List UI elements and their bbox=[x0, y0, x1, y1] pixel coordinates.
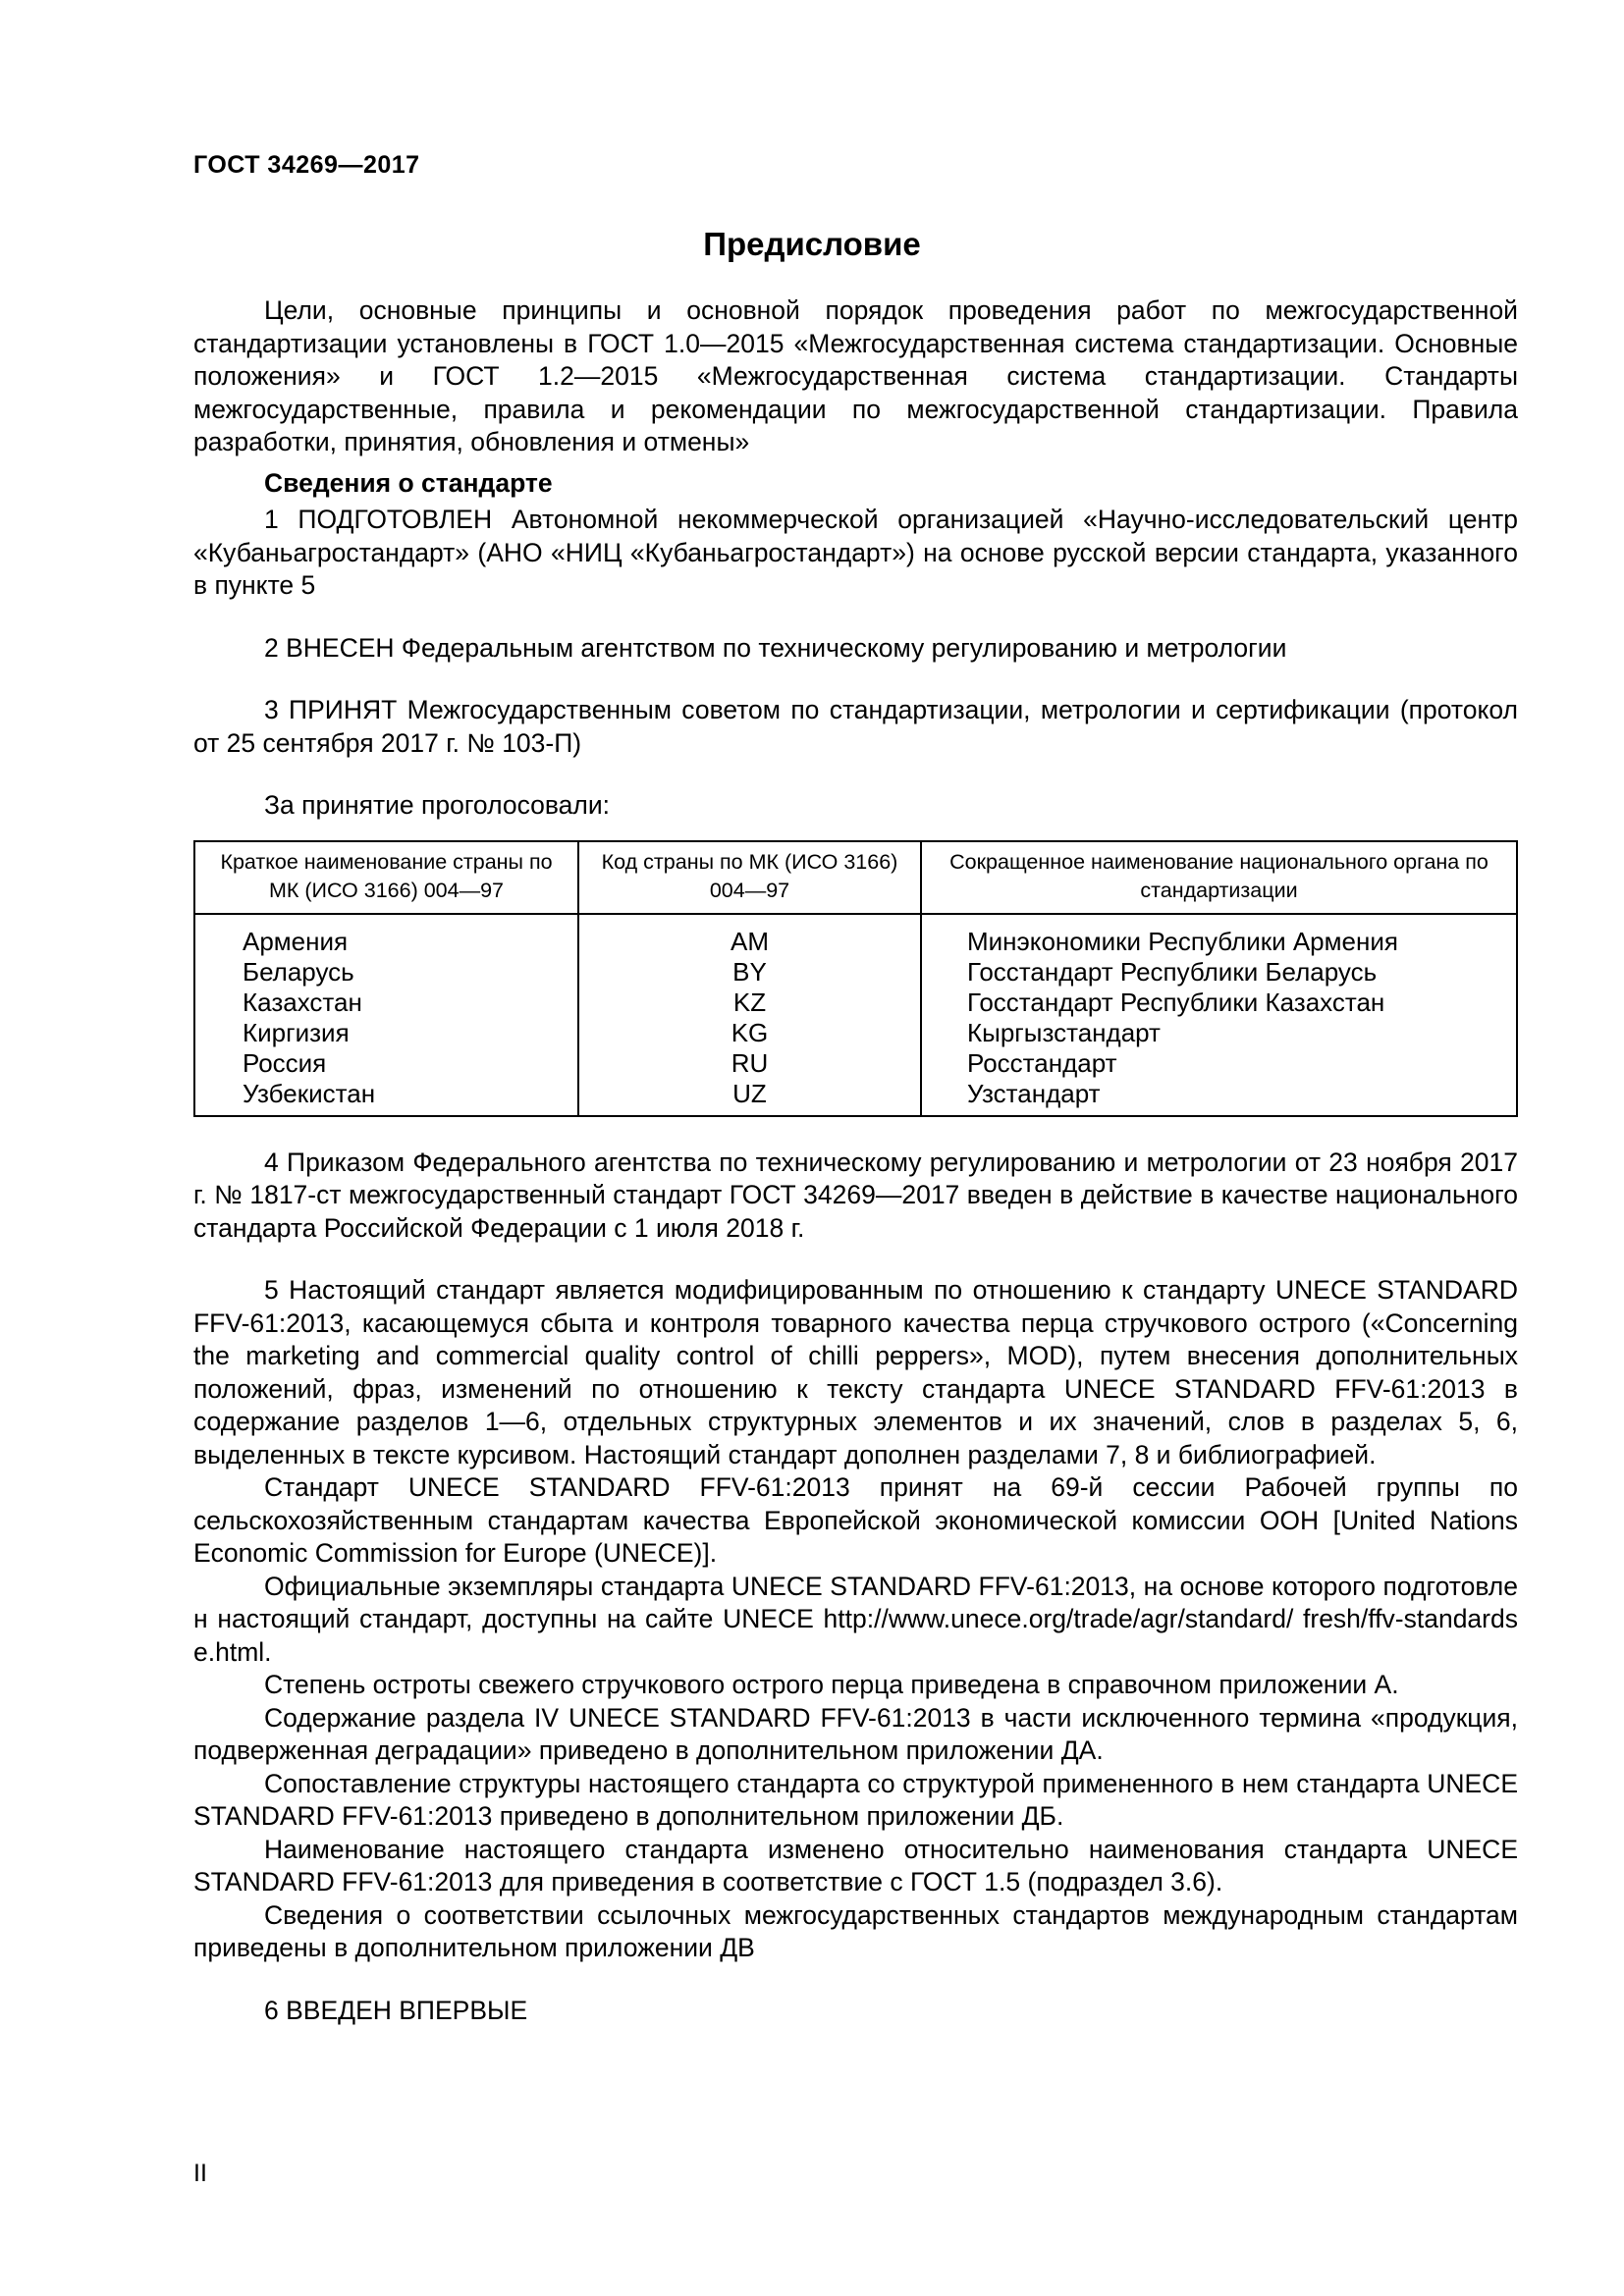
col-header-code: Код страны по МК (ИСО 3166) 004—97 bbox=[578, 841, 921, 914]
agency-cell: Госстандарт Республики Казахстан bbox=[921, 988, 1517, 1018]
item-5-adoption: Стандарт UNECE STANDARD FFV-61:2013 принят на 69-й сессии Рабочей группы по сельскохозяйственным стандартам качества Европейской экономической комиссии ООН [United Nations Economic Commission for Europe (UNECE)]. bbox=[193, 1472, 1518, 1568]
item-5-official-copies: Официальные экземпляры стандарта UNECE STANDARD FFV-61:2013, на основе которого подготовлен настоящий стандарт, доступны на сайте UNECE http://www.unece.org/trade/agr/standard/ fresh/ffv-standardse.html. bbox=[193, 1571, 1518, 1667]
agency-cell: Росстандарт bbox=[921, 1048, 1517, 1079]
standard-code-header: ГОСТ 34269—2017 bbox=[193, 151, 420, 179]
table-row bbox=[194, 914, 1517, 957]
col-header-country: Краткое наименование страны по МК (ИСО 3166) 004—97 bbox=[194, 841, 578, 914]
voted-label: За принятие проголосовали: bbox=[264, 790, 611, 820]
table-row bbox=[194, 957, 1517, 988]
code-cell: UZ bbox=[578, 1079, 921, 1116]
agency-cell: Минэкономики Республики Армения bbox=[921, 914, 1517, 957]
page-number: II bbox=[193, 2160, 207, 2187]
code-cell: KZ bbox=[578, 988, 921, 1018]
code-cell: AM bbox=[578, 914, 921, 957]
item-5-section-iv: Содержание раздела IV UNECE STANDARD FFV-61:2013 в части исключенного термина «продукция, подверженная деградации» приведено в дополнительном приложении ДА. bbox=[193, 1702, 1518, 1765]
info-heading: Сведения о стандарте bbox=[264, 467, 553, 498]
agency-cell: Кыргызстандарт bbox=[921, 1018, 1517, 1048]
table-header-row bbox=[194, 841, 1517, 914]
country-cell: Казахстан bbox=[194, 988, 578, 1018]
document-body bbox=[193, 294, 1518, 2027]
country-cell: Россия bbox=[194, 1048, 578, 1079]
item-3: 3 ПРИНЯТ Межгосударственным советом по стандартизации, метрологии и сертификации (протокол от 25 сентября 2017 г. № 103-П) bbox=[193, 695, 1518, 758]
code-cell: BY bbox=[578, 957, 921, 988]
table-row bbox=[194, 1048, 1517, 1079]
country-cell: Узбекистан bbox=[194, 1079, 578, 1116]
agency-cell: Госстандарт Республики Беларусь bbox=[921, 957, 1517, 988]
intro-paragraph: Цели, основные принципы и основной порядок проведения работ по межгосударственной стандартизации установлены в ГОСТ 1.0—2015 «Межгосударственная система стандартизации. Основные положения» и ГОСТ 1.2—2015 «Межгосударственная система стандартизации. Стандарты межгосударственные, правила и рекомендации по межгосударственной стандартизации. Правила разработки, принятия, обновления и отмены» bbox=[193, 295, 1518, 456]
item-5-title-change: Наименование настоящего стандарта изменено относительно наименования стандарта UNECE STANDARD FFV-61:2013 для приведения в соответствие с ГОСТ 1.5 (подраздел 3.6). bbox=[193, 1834, 1518, 1896]
item-2: 2 ВНЕСЕН Федеральным агентством по техническому регулированию и метрологии bbox=[264, 632, 1287, 663]
col-header-agency: Сокращенное наименование национального органа по стандартизации bbox=[921, 841, 1517, 914]
item-6: 6 ВВЕДЕН ВПЕРВЫЕ bbox=[264, 1995, 528, 2025]
table-row bbox=[194, 988, 1517, 1018]
voting-table bbox=[193, 840, 1518, 1117]
item-5: 5 Настоящий стандарт является модифицированным по отношению к стандарту UNECE STANDARD FFV-61:2013, касающемуся сбыта и контроля товарного качества перца стручкового острого («Concerning the marketing and commercial quality control of chilli peppers», MOD), путем внесения дополнительных положений, фраз, изменений по отношению к тексту стандарта UNECE STANDARD FFV-61:2013 в содержание разделов 1—6, отдельных структурных элементов и их значений, слов в разделах 5, 6, выделенных в тексте курсивом. Настоящий стандарт дополнен разделами 7, 8 и библиографией. bbox=[193, 1275, 1518, 1469]
agency-cell: Узстандарт bbox=[921, 1079, 1517, 1116]
code-cell: KG bbox=[578, 1018, 921, 1048]
page-title: Предисловие bbox=[703, 226, 921, 262]
code-cell: RU bbox=[578, 1048, 921, 1079]
table-row bbox=[194, 1018, 1517, 1048]
country-cell: Армения bbox=[194, 914, 578, 957]
item-5-pungency: Степень остроты свежего стручкового острого перца приведена в справочном приложении А. bbox=[264, 1670, 1399, 1699]
country-cell: Киргизия bbox=[194, 1018, 578, 1048]
country-cell: Беларусь bbox=[194, 957, 578, 988]
item-5-structure: Сопоставление структуры настоящего стандарта со структурой примененного в нем стандарта UNECE STANDARD FFV-61:2013 приведено в дополнительном приложении ДБ. bbox=[193, 1768, 1518, 1831]
item-1: 1 ПОДГОТОВЛЕН Автономной некоммерческой организацией «Научно-исследовательский центр «Кубаньагростандарт» (АНО «НИЦ «Кубаньагростандарт») на основе русской версии стандарта, указанного в пункте 5 bbox=[193, 505, 1518, 600]
item-5-references: Сведения о соответствии ссылочных межгосударственных стандартов международным стандартам приведены в дополнительном приложении ДВ bbox=[193, 1899, 1518, 1962]
item-4: 4 Приказом Федерального агентства по техническому регулированию и метрологии от 23 ноября 2017 г. № 1817-ст межгосударственный стандарт ГОСТ 34269—2017 введен в действие в качестве национального стандарта Российской Федерации с 1 июля 2018 г. bbox=[193, 1147, 1518, 1243]
table-row bbox=[194, 1079, 1517, 1116]
